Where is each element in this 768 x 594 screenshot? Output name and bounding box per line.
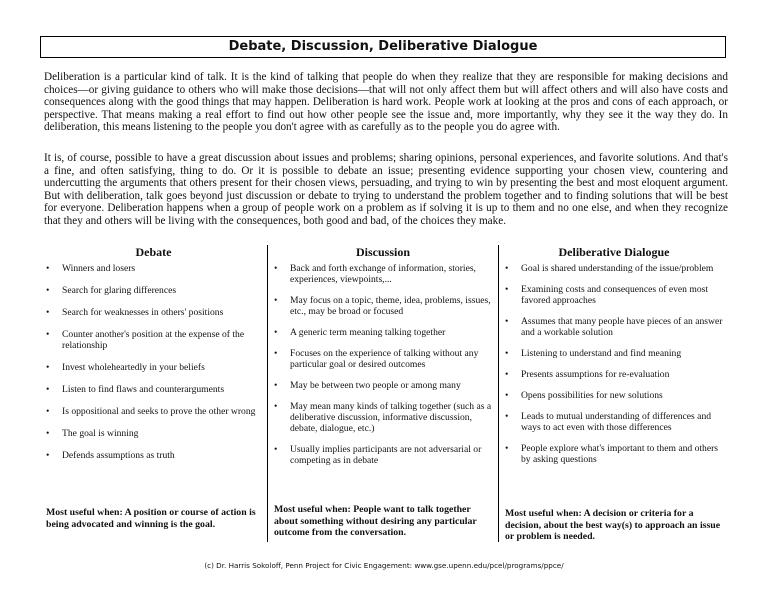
list-item-text: Usually implies participants are not adversarial or competing as in debate: [290, 444, 482, 466]
list-item: [268, 327, 498, 338]
list-item-text: Winners and losers: [62, 263, 136, 274]
most-useful-when: Most useful when: A position or course of action is being advocated and winning is the goal.: [46, 507, 256, 530]
bullet-icon: •: [274, 380, 278, 391]
list-item: [40, 285, 267, 296]
item-list: [499, 263, 729, 465]
list-item-text: Goal is shared understanding of the issue/problem: [521, 263, 714, 274]
list-item: [268, 380, 498, 391]
bullet-icon: •: [505, 411, 509, 422]
intro-paragraph-1: Deliberation is a particular kind of talk. It is the kind of talking that people do when they realize that they are responsible for making decisions and choices—or giving guidance to others who will make those decisions—that will not only affect them but will affect others and will also have costs and consequences along with the good things that may happen. Deliberation is hard work. People work at looking at the pros and cons of each approach, or perspective. That means making a real effort to find out how other people see the issue and, more importantly, why they see it the way they do. In deliberation, this means listening to the people you don't agree with as carefully as to the people you do agree with.: [44, 71, 728, 134]
bullet-icon: •: [46, 285, 50, 296]
list-item-text: Defends assumptions as truth: [62, 450, 175, 461]
list-item-text: Opens possibilities for new solutions: [521, 390, 663, 401]
list-item: [499, 316, 729, 338]
list-item-text: May mean many kinds of talking together (such as a deliberative discussion, informative discussion, debate, dialogue, etc.): [290, 401, 492, 434]
list-item: [40, 263, 267, 274]
list-item-text: Presents assumptions for re-evaluation: [521, 369, 670, 380]
bullet-icon: •: [505, 390, 509, 401]
list-item: [40, 384, 267, 395]
column-heading: Debate: [135, 245, 172, 259]
intro-paragraph-2: It is, of course, possible to have a great discussion about issues and problems; sharing opinions, personal experiences, and favorite solutions. And that's a fine, and often satisfying, thing to do. Or it is possible to debate an issue; presenting evidence supporting your chosen view, countering and undercutting the arguments that others present for their chosen views, persuading, and trying to win by presenting the best and most eloquent argument. But with deliberation, talk goes beyond just discussion or debate to trying to understand the problem together and to finding solutions that will be best for everyone. Deliberation happens when a group of people work on a problem as if solving it is up to them and no one else, and when they recognize that they and others will be living with the consequences, both good and bad, of the choices they make.: [44, 152, 728, 227]
bullet-icon: •: [274, 295, 278, 306]
list-item: [40, 307, 267, 318]
list-item-text: Listen to find flaws and counterarguments: [62, 384, 225, 395]
bullet-icon: •: [46, 428, 50, 439]
list-item-text: Examining costs and consequences of even most favored approaches: [521, 284, 709, 306]
bullet-icon: •: [505, 348, 509, 359]
list-item: [499, 369, 729, 380]
list-item-text: Listening to understand and find meaning: [521, 348, 682, 359]
list-item-text: Assumes that many people have pieces of an answer and a workable solution: [521, 316, 723, 338]
list-item: [40, 362, 267, 373]
list-item: [499, 390, 729, 401]
bullet-icon: •: [274, 263, 278, 274]
bullet-icon: •: [46, 406, 50, 417]
list-item: [268, 401, 498, 434]
list-item-text: Search for glaring differences: [62, 285, 177, 296]
list-item: [40, 428, 267, 439]
list-item-text: A generic term meaning talking together: [290, 327, 446, 338]
list-item-text: Back and forth exchange of information, stories, experiences, viewpoints,...: [290, 263, 476, 285]
list-item: [268, 348, 498, 370]
bullet-icon: •: [46, 384, 50, 395]
list-item-text: Leads to mutual understanding of differences and ways to act even with those differences: [521, 411, 712, 433]
bullet-icon: •: [46, 362, 50, 373]
list-item: [268, 263, 498, 285]
bullet-icon: •: [46, 329, 50, 340]
bullet-icon: •: [505, 263, 509, 274]
list-item-text: May be between two people or among many: [290, 380, 461, 391]
list-item: [40, 329, 267, 351]
list-item-text: Is oppositional and seeks to prove the other wrong: [62, 406, 256, 417]
column-heading: Deliberative Dialogue: [558, 245, 670, 259]
list-item: [268, 295, 498, 317]
list-item: [499, 411, 729, 433]
list-item: [499, 443, 729, 465]
list-item-text: Invest wholeheartedly in your beliefs: [62, 362, 205, 373]
list-item-text: Search for weaknesses in others' positions: [62, 307, 224, 318]
item-list: [40, 263, 267, 461]
bullet-icon: •: [46, 263, 50, 274]
column-heading: Discussion: [355, 245, 411, 259]
bullet-icon: •: [505, 443, 509, 454]
deliberative-dialogue-column: [499, 245, 729, 542]
copyright-footer: (c) Dr. Harris Sokoloff, Penn Project for Civic Engagement: www.gse.upenn.edu/pcel/programs/ppce/: [204, 561, 564, 570]
debate-column: [40, 245, 268, 542]
bullet-icon: •: [46, 450, 50, 461]
list-item: [499, 348, 729, 359]
list-item-text: May focus on a topic, theme, idea, problems, issues, etc., may be broad or focused: [290, 295, 491, 317]
bullet-icon: •: [46, 307, 50, 318]
list-item-text: Focuses on the experience of talking without any particular goal or desired outcomes: [290, 348, 479, 370]
list-item-text: People explore what's important to them and others by asking questions: [521, 443, 719, 465]
document-title: Debate, Discussion, Deliberative Dialogue: [40, 36, 726, 58]
bullet-icon: •: [505, 369, 509, 380]
list-item-text: Counter another's position at the expense of the relationship: [62, 329, 245, 351]
bullet-icon: •: [505, 316, 509, 327]
list-item: [499, 263, 729, 274]
bullet-icon: •: [505, 284, 509, 295]
most-useful-when: Most useful when: People want to talk together about something without desiring any particular outcome from the conversation.: [274, 504, 477, 538]
list-item-text: The goal is winning: [62, 428, 139, 439]
most-useful-when: Most useful when: A decision or criteria for a decision, about the best way(s) to approach an issue or problem is needed.: [505, 508, 721, 542]
list-item: [499, 284, 729, 306]
discussion-column: [268, 245, 499, 542]
list-item: [40, 450, 267, 461]
item-list: [268, 263, 498, 466]
list-item: [268, 444, 498, 466]
bullet-icon: •: [274, 348, 278, 359]
bullet-icon: •: [274, 444, 278, 455]
list-item: [40, 406, 267, 417]
bullet-icon: •: [274, 327, 278, 338]
bullet-icon: •: [274, 401, 278, 412]
